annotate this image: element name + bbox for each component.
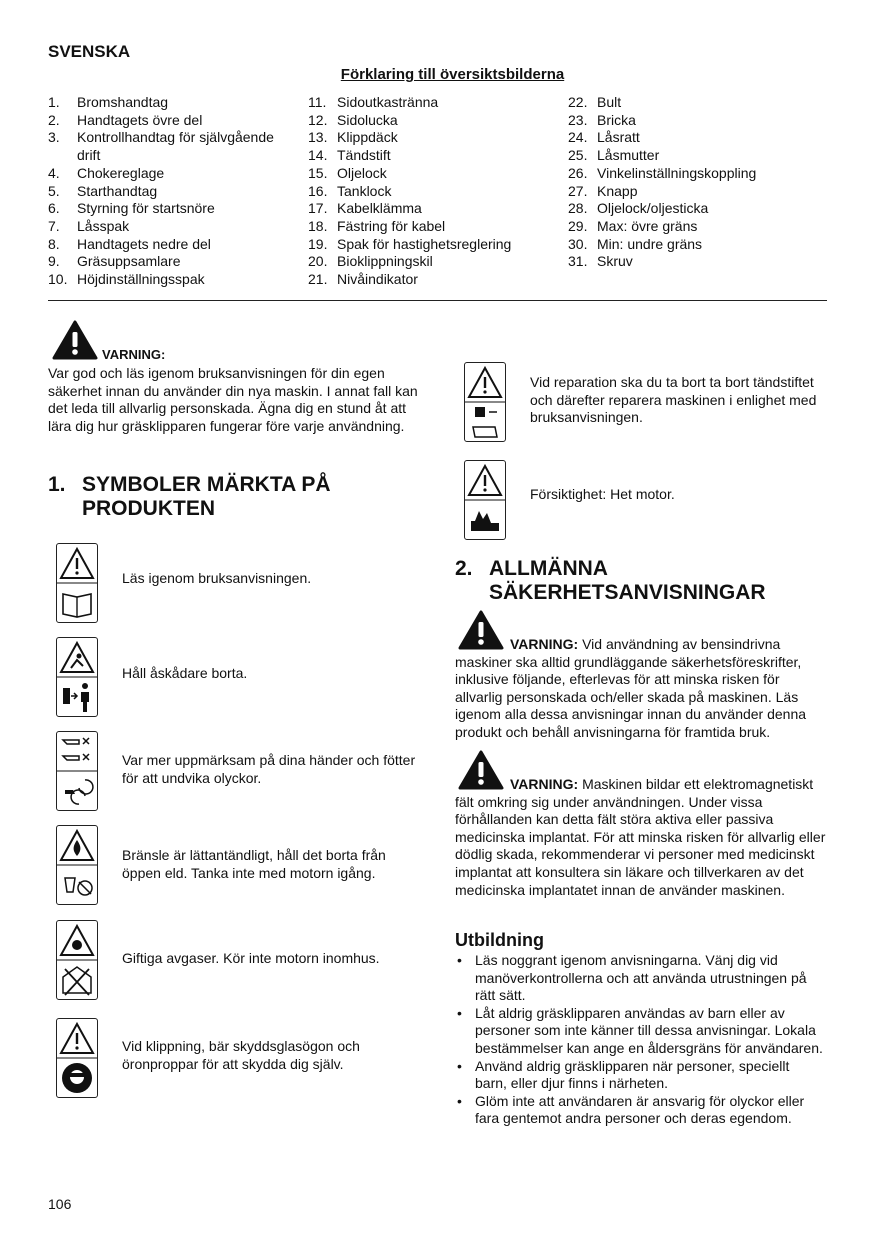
warning-text: Maskinen bildar ett elektromagnetiskt fält omkring sig under användningen. Under vissa förhållanden kan detta fält störa aktiva eller passiva medicinska implantat. För att minska risken för allvarlig eller dödlig skada, rekommenderar vi personer med medicinskt implantat att konsultera sin läkare och tillverkaren av det medicinska implantatet innan de använder maskinen. bbox=[455, 776, 826, 898]
legend-item: 8. Handtagets nedre del bbox=[48, 235, 211, 252]
legend-item: 16. Tanklock bbox=[308, 182, 392, 199]
read-manual-symbol bbox=[56, 543, 98, 623]
list-item: • Låt aldrig gräsklipparen användas av barn eller av personer som inte känner till dessa anvisningar. Lokala bestämmelser kan ange en åldersgräns för användaren. bbox=[455, 1005, 825, 1058]
bystanders-symbol bbox=[56, 637, 98, 717]
legend-item: 19. Spak för hastighetsreglering bbox=[308, 235, 512, 252]
symbol-description: Bränsle är lättantändligt, håll det borta från öppen eld. Tanka inte med motorn igång. bbox=[122, 847, 386, 881]
symbol-description: Giftiga avgaser. Kör inte motorn inomhus. bbox=[122, 950, 380, 966]
legend-item: 18. Fästring för kabel bbox=[308, 217, 446, 234]
legend-item: 6. Styrning för startsnöre bbox=[48, 200, 215, 217]
training-heading: Utbildning bbox=[455, 930, 544, 950]
symbol-description: Håll åskådare borta. bbox=[122, 665, 248, 681]
legend-item: 23. Bricka bbox=[568, 111, 636, 128]
symbol-description: Vid reparation ska du ta bort ta bort tändstiftet och därefter reparera maskinen i enlighet med bruksanvisningen. bbox=[530, 374, 817, 426]
legend-item: 1. Bromshandtag bbox=[48, 94, 169, 110]
legend-item: 25. Låsmutter bbox=[568, 147, 660, 164]
eye-ear-protection-symbol bbox=[56, 1018, 98, 1098]
legend-item: 10. Höjdinställningsspak bbox=[48, 271, 205, 288]
legend-title: Förklaring till översiktsbilderna bbox=[340, 66, 565, 83]
language-heading: SVENSKA bbox=[48, 42, 131, 61]
legend-item: 20. Bioklippningskil bbox=[308, 253, 433, 270]
legend-item: 7. Låsspak bbox=[48, 217, 130, 234]
legend-item: 12. Sidolucka bbox=[308, 111, 398, 128]
legend-item: 9. Gräsuppsamlare bbox=[48, 253, 181, 270]
legend-item: 2. Handtagets övre del bbox=[48, 111, 203, 128]
legend-item: 5. Starthandtag bbox=[48, 182, 158, 199]
legend-column-2 bbox=[308, 94, 558, 289]
warning-triangle-icon bbox=[52, 320, 98, 360]
hands-feet-symbol bbox=[56, 731, 98, 811]
legend-item: 3. Kontrollhandtag för självgående drift bbox=[48, 129, 274, 164]
training-list bbox=[455, 952, 825, 1128]
legend-item: 29. Max: övre gräns bbox=[568, 217, 698, 234]
legend-item: 30. Min: undre gräns bbox=[568, 235, 703, 252]
legend-item: 13. Klippdäck bbox=[308, 129, 398, 146]
divider bbox=[48, 300, 827, 301]
warning-text: Vid användning av bensindrivna maskiner ska alltid grundläggande säkerhetsföreskrifter, inklusive följande, efterlevas för att minska risken för allvarlig personskada och/eller skada på maskinen. Läs igenom alla dessa anvisningar innan du använder denna produkt och behåll anvisningarna för framtida bruk. bbox=[455, 636, 807, 740]
legend-item: 24. Låsratt bbox=[568, 129, 640, 146]
page-number: 106 bbox=[48, 1196, 72, 1212]
symbol-description: Var mer uppmärksam på dina händer och fötter för att undvika olyckor. bbox=[122, 752, 416, 786]
legend-item: 14. Tändstift bbox=[308, 147, 391, 164]
legend-item: 21. Nivåindikator bbox=[308, 271, 418, 288]
warning-label: VARNING: bbox=[510, 636, 579, 652]
toxic-fumes-symbol bbox=[56, 920, 98, 1000]
list-item: • Läs noggrant igenom anvisningarna. Vänj dig vid manöverkontrollerna och att använda utrustningen på rätt sätt. bbox=[455, 952, 825, 1005]
symbol-description: Läs igenom bruksanvisningen. bbox=[122, 570, 312, 586]
list-item: • Glöm inte att användaren är ansvarig för olyckor eller fara gentemot andra personer och deras egendom. bbox=[455, 1093, 825, 1128]
symbol-description: Försiktighet: Het motor. bbox=[530, 486, 675, 502]
section-2-heading: 2. ALLMÄNNA SÄKERHETSANVISNINGAR bbox=[455, 557, 766, 604]
legend-item: 22. Bult bbox=[568, 94, 622, 110]
legend-item: 15. Oljelock bbox=[308, 164, 387, 181]
electromagnetic-warning-paragraph bbox=[455, 776, 830, 899]
list-item: • Använd aldrig gräsklipparen när personer, speciellt barn, eller djur finns i närheten. bbox=[455, 1058, 825, 1093]
legend-column-3 bbox=[568, 94, 828, 271]
legend-item: 26. Vinkelinställningskoppling bbox=[568, 164, 757, 181]
section-1-heading: 1. SYMBOLER MÄRKTA PÅ PRODUKTEN bbox=[48, 473, 331, 520]
legend-item: 4. Chokereglage bbox=[48, 164, 165, 181]
flammable-fuel-symbol bbox=[56, 825, 98, 905]
legend-item: 17. Kabelklämma bbox=[308, 200, 422, 217]
warning-label: VARNING: bbox=[510, 776, 579, 792]
symbol-description: Vid klippning, bär skyddsglasögon och öronproppar för att skydda dig själv. bbox=[122, 1038, 360, 1072]
general-warning-paragraph bbox=[455, 636, 825, 742]
legend-item: 28. Oljelock/oljesticka bbox=[568, 200, 709, 217]
warning-text: Var god och läs igenom bruksanvisningen för din egen säkerhet innan du använder din nya maskin. I annat fall kan det leda till allvarlig personskada. Ägna dig en stund åt att lära dig hur gräsklipparen fungerar före varje användning. bbox=[48, 365, 418, 434]
spark-plug-repair-symbol bbox=[464, 362, 506, 442]
warning-label: VARNING: bbox=[102, 347, 166, 362]
hot-engine-symbol bbox=[464, 460, 506, 540]
legend-item: 27. Knapp bbox=[568, 182, 638, 199]
legend-item: 11. Sidoutkastränna bbox=[308, 94, 439, 110]
legend-column-1 bbox=[48, 94, 288, 289]
legend-item: 31. Skruv bbox=[568, 253, 633, 270]
